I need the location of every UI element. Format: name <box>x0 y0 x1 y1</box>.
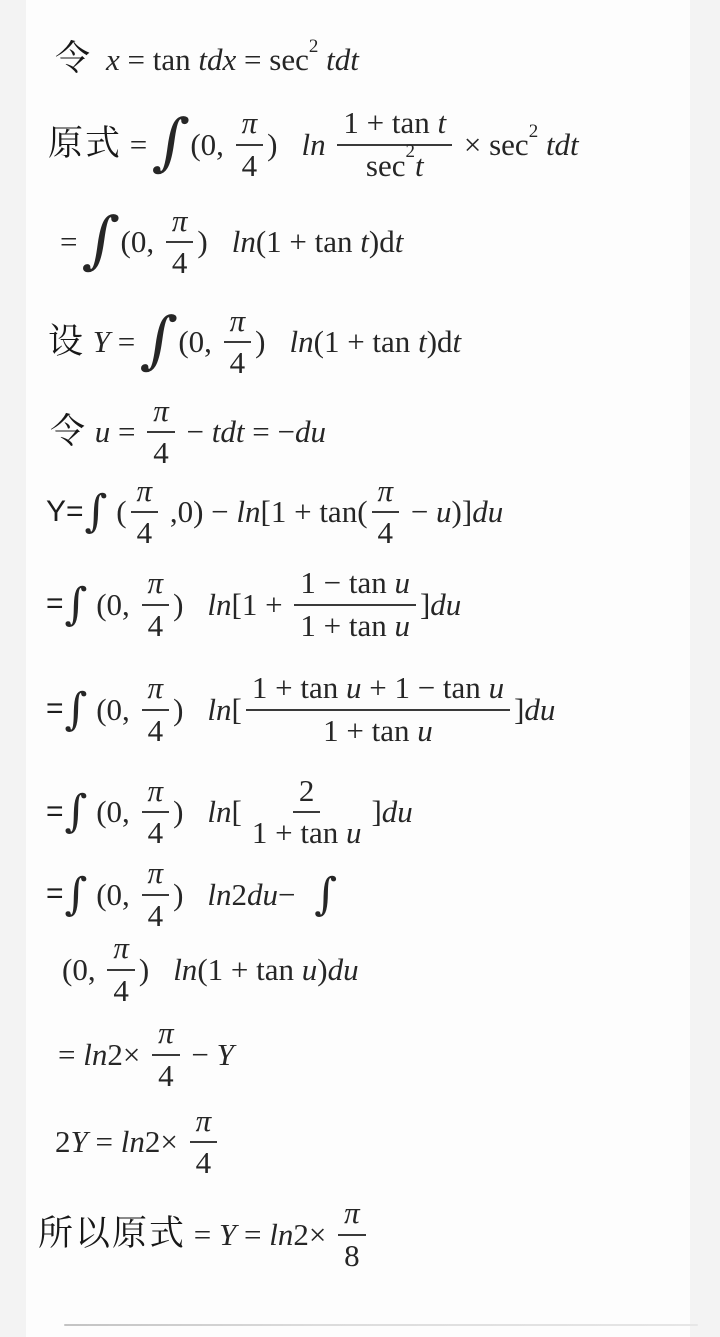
roman-math-text: ) <box>173 691 184 727</box>
integral-sign-large: ∫ <box>138 302 180 376</box>
fraction <box>246 774 368 850</box>
spacer <box>183 604 207 605</box>
roman-math-text: = <box>60 224 86 260</box>
numerator <box>372 474 400 513</box>
chinese-label: 所以原式 <box>38 1214 187 1254</box>
numerator <box>142 856 170 895</box>
italic-math-text: ln <box>231 224 256 260</box>
italic-math-text: du <box>524 691 556 727</box>
italic-math-text: ln <box>207 794 232 830</box>
roman-math-text: [ <box>231 691 242 727</box>
italic-math-text: t <box>452 324 462 360</box>
fraction <box>190 1104 218 1180</box>
numerator <box>131 474 159 513</box>
italic-math-text: tdt <box>211 414 245 450</box>
roman-math-text: = <box>122 126 155 162</box>
italic-math-text: t <box>418 324 427 360</box>
denominator <box>142 606 170 643</box>
spacer <box>183 894 207 895</box>
roman-math-text: (0, <box>120 224 162 260</box>
roman-math-text: sec <box>365 147 406 183</box>
roman-math-text: 8 <box>344 1237 360 1273</box>
chinese-label: 设 <box>48 321 86 361</box>
italic-math-text: π <box>153 392 169 428</box>
roman-math-text: − <box>403 494 437 530</box>
step-Y-substituted <box>26 472 690 552</box>
italic-math-text: u <box>345 670 362 706</box>
italic-math-text: x <box>106 41 120 77</box>
roman-math-text: 4 <box>377 515 394 550</box>
roman-math-text: 2× <box>144 1124 186 1160</box>
italic-math-text: u <box>436 494 452 530</box>
italic-math-text: π <box>147 670 164 706</box>
denominator <box>246 813 368 850</box>
denominator <box>166 243 194 280</box>
spacer <box>266 342 290 343</box>
spacer <box>303 894 313 895</box>
roman-math-text: ) <box>173 586 184 622</box>
roman-math-text: 4 <box>153 435 169 470</box>
sans-math-text: = <box>46 794 64 828</box>
italic-math-text: du <box>247 876 279 912</box>
step-combine-numerator <box>26 657 690 762</box>
numerator <box>246 671 510 710</box>
roman-math-text: 2 <box>298 772 315 808</box>
numerator <box>107 931 135 970</box>
roman-math-text: [1 + <box>231 586 291 622</box>
denominator <box>338 1236 366 1273</box>
denominator <box>294 606 416 643</box>
numerator <box>338 1196 366 1235</box>
roman-math-text: 1 + tan <box>300 607 395 643</box>
italic-math-text: ln <box>120 1124 145 1160</box>
numerator <box>147 394 175 433</box>
denominator <box>131 513 159 550</box>
roman-math-text: 1 + tan <box>251 815 346 850</box>
fraction <box>246 671 510 747</box>
italic-math-text: Y <box>216 1036 234 1072</box>
roman-math-text: 4 <box>147 712 164 748</box>
roman-math-text: (0, <box>88 586 138 622</box>
chinese-label: 令 <box>50 411 88 451</box>
roman-math-text: 1 + tan <box>323 712 418 748</box>
italic-math-text: u <box>94 414 111 450</box>
italic-math-text: tdt <box>318 41 359 77</box>
roman-math-text: (0, <box>88 794 138 830</box>
italic-math-text: u <box>301 951 318 987</box>
denominator <box>372 513 400 550</box>
roman-math-text: (0, <box>62 951 104 987</box>
fraction <box>372 474 400 550</box>
fraction <box>338 1196 366 1272</box>
roman-math-text: (0, <box>178 324 220 360</box>
step-solve-2Y <box>26 1097 690 1187</box>
italic-math-text: π <box>241 105 258 141</box>
italic-math-text: t <box>360 224 369 260</box>
roman-math-text: = sec <box>236 41 309 77</box>
roman-math-text: (1 + tan <box>313 324 419 360</box>
roman-math-text: )] <box>451 494 473 530</box>
roman-math-text: = <box>87 1124 121 1160</box>
numerator <box>294 566 416 605</box>
fraction <box>131 474 159 550</box>
roman-math-text: − <box>183 1036 217 1072</box>
italic-math-text: ln <box>207 586 232 622</box>
italic-math-text: t <box>414 147 424 183</box>
roman-math-text: (0, <box>88 876 138 912</box>
roman-math-text <box>85 324 93 360</box>
roman-math-text: ) <box>197 224 208 260</box>
integral-sign-small: ∫ <box>84 486 108 538</box>
numerator <box>142 671 170 710</box>
roman-math-text: = <box>186 1216 219 1252</box>
superscript: 2 <box>308 35 319 57</box>
italic-math-text: du <box>294 414 326 450</box>
italic-math-text: ln <box>236 494 261 530</box>
fraction <box>166 204 194 280</box>
italic-math-text: tdx <box>198 41 237 77</box>
integral-sign-small: ∫ <box>64 683 88 735</box>
roman-math-text: − <box>278 876 304 912</box>
roman-math-text: ) <box>173 876 184 912</box>
italic-math-text: u <box>345 815 362 850</box>
spacer <box>92 59 106 60</box>
roman-math-text: ] <box>419 586 431 622</box>
italic-math-text: u <box>394 565 410 601</box>
roman-math-text: 4 <box>229 345 246 380</box>
integral-sign-small: ∫ <box>64 578 88 630</box>
numerator <box>293 774 321 813</box>
roman-math-text: + 1 − tan <box>361 670 489 706</box>
roman-math-text: 2× <box>107 1036 149 1072</box>
italic-math-text: π <box>147 855 164 891</box>
roman-math-text: 2 <box>55 1124 71 1160</box>
roman-math-text: ) <box>255 324 266 360</box>
roman-math-text: ] <box>514 691 525 727</box>
sans-math-text: Y= <box>46 494 84 528</box>
roman-math-text: = <box>110 414 144 450</box>
italic-math-text: π <box>377 472 394 508</box>
denominator <box>147 433 175 470</box>
integral-sign-small: ∫ <box>314 868 338 920</box>
italic-math-text: du <box>381 794 413 830</box>
roman-math-text: = − <box>244 414 295 450</box>
italic-math-text: ln <box>207 691 232 727</box>
roman-math-text: ) <box>138 951 150 987</box>
roman-math-text: 1 + tan <box>343 105 438 141</box>
spacer <box>208 242 232 243</box>
bottom-divider <box>64 1324 698 1326</box>
step-simplify-to-2 <box>26 762 690 862</box>
italic-math-text: ln <box>173 951 198 987</box>
roman-math-text: − <box>178 414 212 450</box>
italic-math-text: du <box>327 951 359 987</box>
roman-math-text: = <box>236 1216 270 1252</box>
denominator <box>360 141 430 183</box>
italic-math-text: π <box>229 302 246 338</box>
step-split-integral <box>26 855 690 933</box>
fraction <box>107 931 135 1007</box>
step-simplified-integral <box>26 192 690 292</box>
italic-math-text: t <box>394 224 404 260</box>
step-original-expression <box>26 97 690 192</box>
fraction <box>147 394 175 470</box>
italic-math-text: Y <box>92 324 111 360</box>
denominator <box>107 971 135 1008</box>
numerator <box>152 1016 180 1055</box>
italic-math-text: π <box>113 930 129 966</box>
italic-math-text: ln <box>289 324 314 360</box>
roman-math-text: 4 <box>171 245 188 280</box>
step-substitute-u <box>26 392 690 472</box>
superscript: 2 <box>528 120 539 142</box>
italic-math-text: ln <box>301 126 334 162</box>
roman-math-text: ) <box>267 126 278 162</box>
denominator <box>236 146 264 183</box>
denominator <box>142 711 170 748</box>
denominator <box>224 343 252 380</box>
fraction <box>142 566 170 642</box>
fraction <box>224 304 252 380</box>
roman-math-text: (1 + tan <box>197 951 302 987</box>
spacer <box>278 144 302 145</box>
numerator <box>190 1104 218 1143</box>
italic-math-text: du <box>472 494 504 530</box>
italic-math-text: t <box>437 105 447 141</box>
roman-math-text: 4 <box>147 897 164 933</box>
italic-math-text: π <box>158 1015 174 1051</box>
fraction <box>142 671 170 747</box>
italic-math-text: Y <box>219 1216 237 1252</box>
fraction <box>294 566 416 642</box>
fraction <box>142 856 170 932</box>
roman-math-text: )d <box>368 224 395 260</box>
spacer <box>183 709 207 710</box>
right-margin-strip <box>690 0 720 1337</box>
italic-math-text: u <box>417 712 433 748</box>
roman-math-text: 1 + tan <box>251 670 346 706</box>
numerator <box>142 774 170 813</box>
roman-math-text: 4 <box>147 607 164 643</box>
italic-math-text: π <box>195 1102 212 1138</box>
roman-math-text: 2 <box>231 876 248 912</box>
denominator <box>152 1056 180 1093</box>
italic-math-text: Y <box>70 1124 88 1160</box>
roman-math-text: 4 <box>113 972 129 1008</box>
roman-math-text: 4 <box>241 147 258 183</box>
roman-math-text: (1 + tan <box>255 224 361 260</box>
denominator <box>142 813 170 850</box>
roman-math-text: ( <box>108 494 127 530</box>
numerator <box>166 204 194 243</box>
roman-math-text: [ <box>231 794 242 830</box>
roman-math-text: = tan <box>119 41 199 77</box>
roman-math-text: = <box>58 1036 84 1072</box>
italic-math-text: ln <box>83 1036 108 1072</box>
step-second-integral <box>26 927 690 1012</box>
italic-math-text: u <box>394 607 410 643</box>
roman-math-text: = <box>110 324 143 360</box>
roman-math-text: ] <box>371 794 382 830</box>
denominator <box>317 711 439 748</box>
roman-math-text: × sec <box>456 126 529 162</box>
italic-math-text: ln <box>207 876 232 912</box>
italic-math-text: π <box>147 565 164 601</box>
roman-math-text: ) <box>317 951 328 987</box>
denominator <box>142 896 170 933</box>
roman-math-text: )d <box>426 324 453 360</box>
step-apply-tan-identity <box>26 552 690 657</box>
fraction <box>337 106 452 182</box>
italic-math-text: π <box>344 1195 360 1231</box>
step-substitute-x <box>26 22 690 97</box>
numerator <box>142 566 170 605</box>
roman-math-text: (0, <box>88 691 138 727</box>
fraction <box>236 106 264 182</box>
step-define-Y <box>26 292 690 392</box>
italic-math-text: π <box>171 202 188 238</box>
spacer <box>149 969 173 970</box>
italic-math-text: u <box>488 670 505 706</box>
italic-math-text: ln <box>269 1216 294 1252</box>
integral-sign-small: ∫ <box>64 868 88 920</box>
denominator <box>190 1143 218 1180</box>
roman-math-text: 1 − tan <box>300 565 395 601</box>
chinese-label: 原式 <box>48 124 123 164</box>
roman-math-text: ,0) − <box>162 494 237 530</box>
integral-sign-large: ∫ <box>150 105 192 179</box>
numerator <box>236 106 264 145</box>
roman-math-text: ) <box>173 794 184 830</box>
chinese-label: 令 <box>55 39 93 79</box>
roman-math-text: 2× <box>293 1216 335 1252</box>
roman-math-text: 4 <box>136 515 153 550</box>
integral-sign-large: ∫ <box>80 202 123 276</box>
italic-math-text: π <box>136 472 153 508</box>
roman-math-text: (0, <box>190 126 232 162</box>
fraction <box>152 1016 180 1092</box>
solution-steps <box>26 22 690 1282</box>
integral-sign-small: ∫ <box>64 786 88 838</box>
roman-math-text: 4 <box>195 1145 212 1180</box>
numerator <box>224 304 252 343</box>
spacer <box>183 812 207 813</box>
sans-math-text: = <box>46 877 64 911</box>
step-final-answer <box>26 1187 690 1282</box>
left-margin-strip <box>0 0 26 1337</box>
roman-math-text: [1 + tan( <box>260 494 368 530</box>
superscript: 2 <box>405 141 415 163</box>
italic-math-text: du <box>430 586 462 622</box>
roman-math-text: 4 <box>158 1057 174 1093</box>
italic-math-text: tdt <box>538 126 579 162</box>
sans-math-text: = <box>46 692 64 726</box>
italic-math-text: π <box>147 772 164 808</box>
sans-math-text: = <box>46 587 64 621</box>
numerator <box>337 106 452 145</box>
roman-math-text: 4 <box>147 815 164 850</box>
fraction <box>142 774 170 850</box>
roman-math-text <box>87 414 95 450</box>
step-evaluate-ln2 <box>26 1012 690 1097</box>
